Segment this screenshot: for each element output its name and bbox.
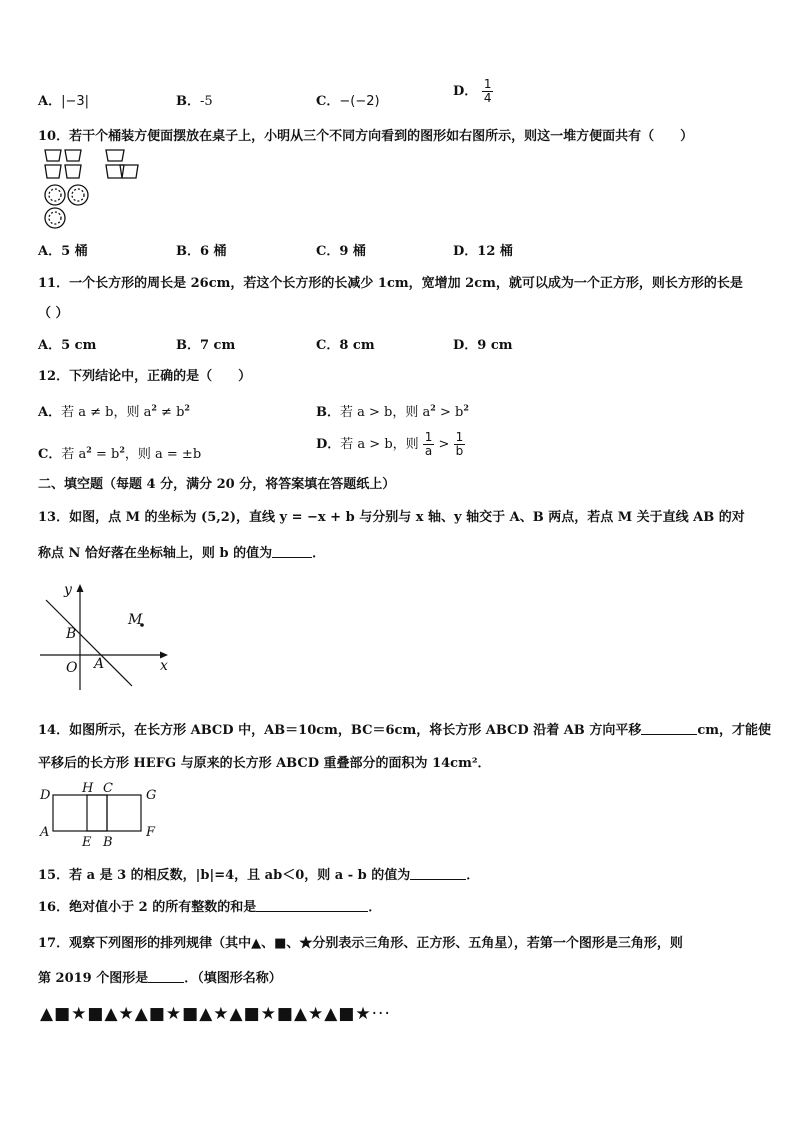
- q12-option-b: B．若 a > b，则 $a^2 > b^2$: [316, 402, 469, 420]
- label-h: H: [82, 781, 94, 796]
- fraction: $\frac{1}{b}$: [455, 430, 464, 458]
- answer-blank[interactable]: [410, 867, 466, 880]
- label-c: C: [103, 781, 113, 796]
- answer-blank[interactable]: [256, 899, 368, 912]
- q10-views-figure: [40, 146, 140, 232]
- q16: 16．绝对值小于 2 的所有整数的和是 ．: [38, 900, 382, 915]
- q14-line2: 平移后的长方形 HEFG 与原来的长方形 ABCD 重叠部分的面积为 14cm²．: [38, 756, 491, 771]
- shape-sequence: ▲■★■▲★▲■★■▲★▲■★■▲★▲■★···: [40, 1004, 391, 1024]
- label-b: B: [103, 835, 113, 850]
- q9-option-b: B．-5: [176, 94, 213, 109]
- label-a: A: [40, 825, 50, 840]
- q10-option-b: B．6 桶: [176, 244, 227, 259]
- q12-option-c: C．若 $a^2 = b^2$，则 a = ±b: [38, 444, 202, 462]
- q17-line2: 第 2019 个图形是 ．（填图形名称）: [38, 971, 282, 986]
- q11-option-c: C．8 cm: [316, 338, 375, 353]
- q12-stem: 12．下列结论中，正确的是（ ）: [38, 369, 252, 384]
- q10-option-a: A．5 桶: [38, 244, 88, 259]
- section-heading: 二、填空题（每题 4 分，满分 20 分，将答案填在答题纸上）: [38, 477, 396, 492]
- answer-blank[interactable]: [272, 545, 312, 558]
- y-axis-label: y: [64, 582, 72, 598]
- fraction: $\frac{1}{a}$: [424, 430, 433, 458]
- q10-option-d: D．12 桶: [453, 244, 513, 259]
- q11-option-d: D．9 cm: [453, 338, 513, 353]
- label-d: D: [40, 788, 51, 803]
- origin-label: O: [66, 660, 78, 676]
- x-axis-label: x: [160, 658, 168, 674]
- q14-rectangle-figure: [36, 780, 166, 850]
- label-g: G: [146, 788, 157, 803]
- q11-stem-line2: （ ）: [38, 306, 69, 321]
- fraction: $\frac{1}{4}$: [483, 77, 492, 105]
- q13-coordinate-figure: [36, 578, 176, 696]
- q11-option-b: B．7 cm: [176, 338, 236, 353]
- q13-line1: 13．如图，点 M 的坐标为 (5,2)，直线 y = −x + b 与分别与 x 轴、y 轴交于 A、B 两点，若点 M 关于直线 AB 的对: [38, 510, 745, 525]
- q9-option-d: D． $\frac{1}{4}$: [453, 77, 492, 105]
- q9-option-a: A．|−3|: [38, 94, 90, 109]
- q17-line1: 17．观察下列图形的排列规律（其中▲、■、★分别表示三角形、正方形、五角星），若第一个图形是三角形，则: [38, 936, 683, 951]
- q12-option-d: D．若 a > b，则 $\frac{1}{a}$ > $\frac{1}{b}$: [316, 430, 464, 458]
- q10-stem: 10．若干个桶装方便面摆放在桌子上，小明从三个不同方向看到的图形如右图所示，则这一堆方便面共有（ ）: [38, 129, 694, 144]
- q11-option-a: A．5 cm: [38, 338, 97, 353]
- q15: 15．若 a 是 3 的相反数，|b|=4，且 ab＜0，则 a - b 的值为 ．: [38, 868, 480, 883]
- answer-blank[interactable]: [148, 970, 184, 983]
- q11-stem-line1: 11．一个长方形的周长是 26cm，若这个长方形的长减少 1cm，宽增加 2cm，就可以成为一个正方形，则长方形的长是: [38, 276, 743, 291]
- point-m-label: M: [128, 612, 143, 628]
- label-f: F: [146, 825, 156, 840]
- q12-option-a: A．若 a ≠ b，则 $a^2 \ne b^2$: [38, 402, 190, 420]
- q9-option-c: C．−(−2): [316, 94, 380, 109]
- answer-blank[interactable]: [641, 722, 697, 735]
- q10-option-c: C．9 桶: [316, 244, 366, 259]
- point-a-label: A: [94, 656, 105, 672]
- q14-line1: 14．如图所示，在长方形 ABCD 中，AB＝10cm，BC＝6cm，将长方形 ABCD 沿着 AB 方向平移 cm，才能使: [38, 723, 771, 738]
- point-b-label: B: [66, 626, 77, 642]
- q13-line2: 称点 N 恰好落在坐标轴上，则 b 的值为 ．: [38, 546, 326, 561]
- label-e: E: [82, 835, 92, 850]
